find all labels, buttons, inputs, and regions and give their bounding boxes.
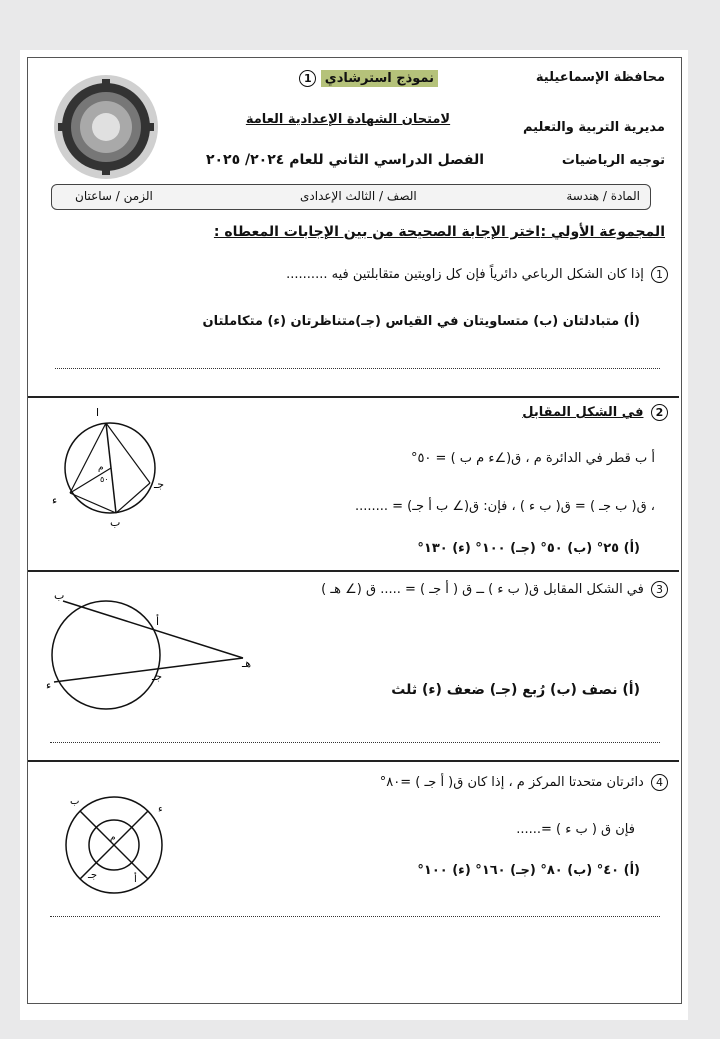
q3-choices: (أ) نصف (ب) رُبع (جـ) ضعف (ء) ثلث (391, 682, 640, 698)
label-a: أ (156, 615, 160, 628)
label-b: ب (110, 516, 121, 528)
answer-line (50, 916, 660, 917)
time-label: الزمن / ساعتان (75, 189, 153, 203)
question-number: 3 (651, 581, 668, 598)
exam-title: لامتحان الشهادة الإعدادية العامة (245, 112, 451, 127)
q4-figure (52, 790, 182, 900)
question-heading: في الشكل المقابل (522, 405, 644, 420)
math-dept-label: توجيه الرياضيات (561, 153, 665, 168)
answer-line (55, 368, 660, 369)
label-a: أ (134, 874, 137, 885)
q4-choices: (أ) ٤٠° (ب) ٨٠° (جـ) ١٦٠° (ء) ١٠٠° (417, 863, 640, 878)
group-title: المجموعة الأولي : (540, 224, 665, 240)
label-b: ب (54, 589, 65, 602)
label-d: ء (46, 679, 52, 692)
q2-figure (50, 408, 170, 528)
question-text: إذا كان الشكل الرباعي دائرياً فإن كل زاويتين متقابلتين فيه .......... (286, 267, 644, 282)
grade-label: الصف / الثالث الإعدادى (300, 189, 417, 203)
semester-label: الفصل الدراسي الثاني للعام ٢٠٢٤/ ٢٠٢٥ (205, 152, 485, 168)
group-instruction: اختر الإجابة الصحيحة من بين الإجابات المعطاه : (213, 224, 540, 240)
label-m: م (110, 833, 116, 843)
question-1 (286, 266, 668, 283)
q2-choices: (أ) ٢٥° (ب) ٥٠° (جـ) ١٠٠° (ء) ١٣٠° (417, 541, 640, 556)
question-2 (522, 404, 668, 421)
question-number: 4 (651, 774, 668, 791)
directorate-label: مديرية التربية والتعليم (522, 120, 665, 135)
section-divider (28, 760, 679, 762)
question-3 (321, 581, 668, 598)
question-4 (380, 774, 668, 791)
label-h: هـ (242, 657, 252, 670)
secant-line (63, 601, 243, 658)
q2-given: أ ب قطر في الدائرة م ، ق(∠ء م ب ) = ٥٠° (410, 451, 655, 466)
model-number-badge: 1 (299, 70, 316, 87)
model-title-text: نموذج استرشادي (321, 70, 438, 87)
q1-choices: (أ) متبادلتان (ب) متساويتان في القياس (جـ)متناظرتان (ء) متكاملتان (202, 314, 640, 329)
q3-figure (38, 585, 258, 720)
label-m: م (98, 463, 104, 473)
question-number: 1 (651, 266, 668, 283)
label-c: جـ (154, 478, 165, 491)
q4-question: فإن ق ( ب ء ) =...... (516, 822, 635, 837)
question-text: في الشكل المقابل ق( ب ء ) ــ ق ( أ جـ ) = ..... ق (∠ هـ ) (321, 582, 644, 597)
secant-line (54, 658, 243, 682)
label-d: ء (158, 804, 163, 815)
label-c: جـ (152, 670, 163, 683)
label-a: أ (96, 408, 100, 419)
q2-question: ، ق( ب جـ ) = ق( ب ء ) ، فإن: ق(∠ ب أ جـ) = ........ (354, 499, 655, 514)
directorate-logo (51, 72, 161, 182)
model-title (288, 70, 438, 87)
label-c: جـ (88, 870, 98, 881)
answer-line (50, 742, 660, 743)
subject-label: المادة / هندسة (566, 189, 640, 203)
circle-shape (52, 601, 163, 709)
label-50: ٥٠ (100, 475, 109, 484)
label-d: ء (52, 494, 58, 507)
question-number: 2 (651, 404, 668, 421)
gear-logo-icon (51, 72, 161, 182)
question-text: دائرتان متحدتا المركز م ، إذا كان ق( أ جـ ) =٨٠° (379, 775, 644, 790)
label-b: ب (70, 796, 80, 807)
section-divider (28, 396, 679, 398)
governorate-label: محافظة الإسماعيلية (535, 70, 665, 85)
section-divider (28, 570, 679, 572)
